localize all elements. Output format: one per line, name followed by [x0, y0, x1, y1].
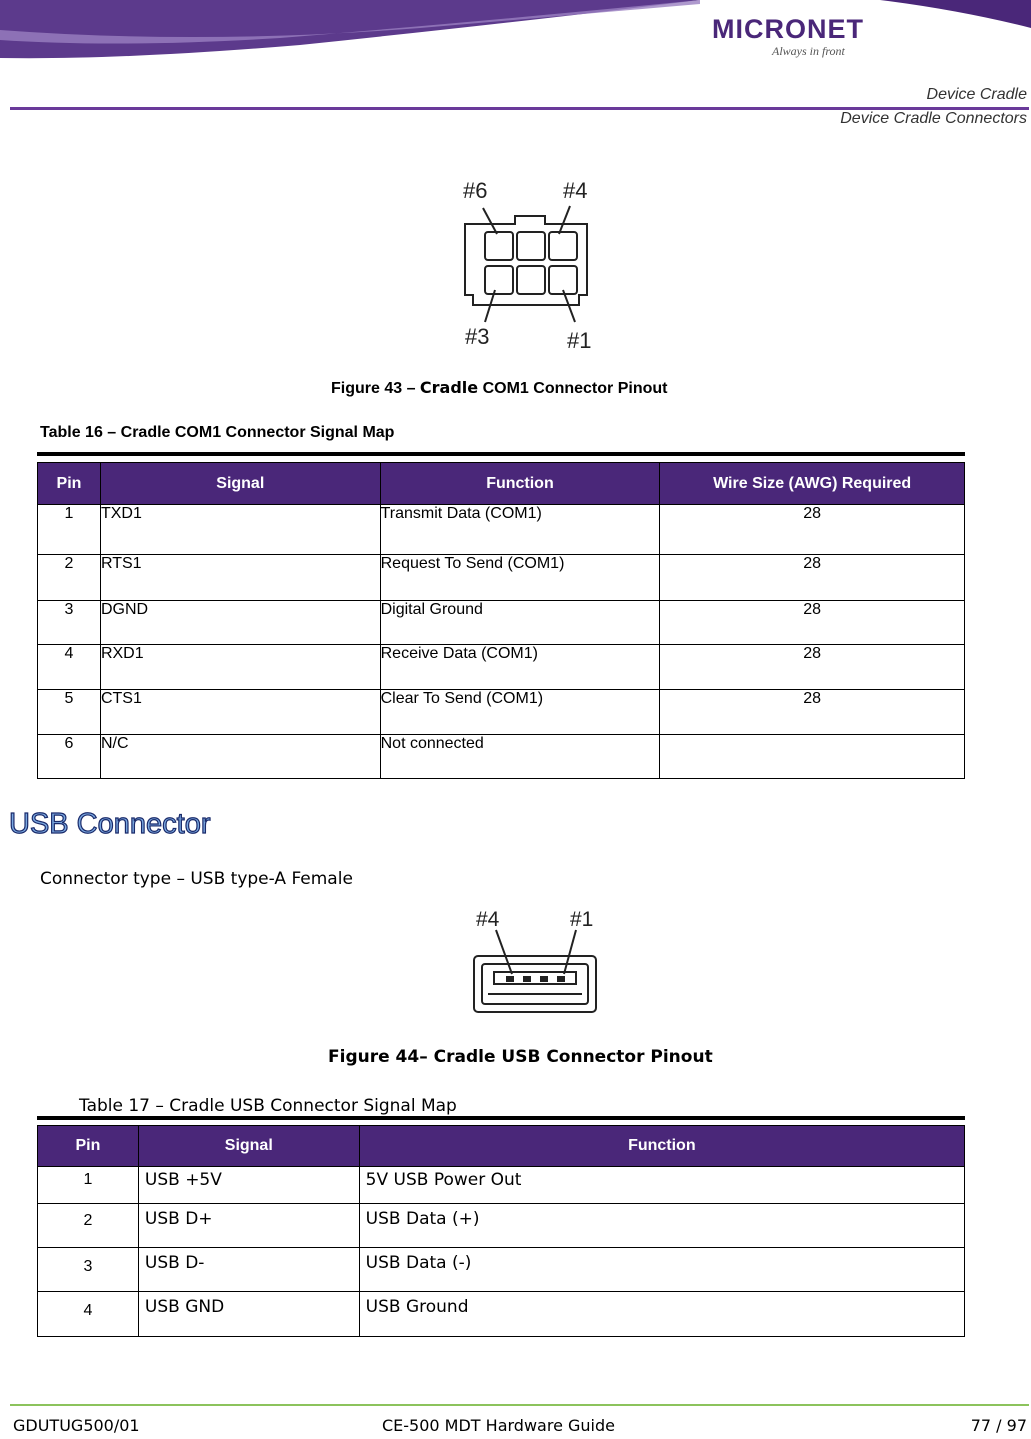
table-row: 5 CTS1 Clear To Send (COM1) 28	[38, 690, 965, 735]
pin-label: #4	[476, 908, 500, 931]
connector-type-text: Connector type – USB type-A Female	[40, 869, 353, 889]
usb-connector-heading: USB Connector	[9, 808, 211, 840]
table-row: 2 USB D+ USB Data (+)	[38, 1204, 965, 1248]
logo-text: MICRONET	[712, 14, 864, 44]
table-row: 3 DGND Digital Ground 28	[38, 601, 965, 645]
footer-page-number: 77 / 97	[970, 1416, 1027, 1435]
logo-tagline: Always in front	[772, 44, 845, 58]
usb-connector-diagram	[466, 904, 606, 1016]
col-header-pin: Pin	[38, 463, 101, 505]
table-17-title: Table 17 – Cradle USB Connector Signal Map	[79, 1096, 457, 1116]
table-16	[37, 462, 965, 779]
col-header-function: Function	[359, 1126, 964, 1167]
table-row: 3 USB D- USB Data (-)	[38, 1248, 965, 1292]
micronet-logo	[712, 14, 902, 64]
footer-doc-id: GDUTUG500/01	[13, 1416, 140, 1435]
table-16-title: Table 16 – Cradle COM1 Connector Signal Map	[40, 424, 395, 441]
col-header-wire-size: Wire Size (AWG) Required	[660, 463, 965, 505]
header-section: Device Cradle	[926, 86, 1027, 103]
pin-label: #6	[463, 178, 488, 203]
table-row: 4 RXD1 Receive Data (COM1) 28	[38, 645, 965, 690]
pin-label: #4	[563, 178, 588, 203]
table-header-row	[38, 1126, 965, 1167]
table-row: 2 RTS1 Request To Send (COM1) 28	[38, 555, 965, 601]
table-row: 6 N/C Not connected	[38, 735, 965, 779]
footer-doc-title: CE-500 MDT Hardware Guide	[382, 1416, 615, 1435]
caption-cradle: Cradle	[419, 378, 479, 397]
figure-43-caption: Figure 43 – Cradle COM1 Connector Pinout	[331, 378, 668, 397]
table-row: 4 USB GND USB Ground	[38, 1292, 965, 1337]
col-header-pin: Pin	[38, 1126, 139, 1167]
table-17-top-rule	[37, 1116, 965, 1120]
figure-44-caption: Figure 44– Cradle USB Connector Pinout	[328, 1047, 713, 1067]
pin-label: #3	[465, 324, 490, 349]
table-row: 1 TXD1 Transmit Data (COM1) 28	[38, 505, 965, 555]
header-subsection: Device Cradle Connectors	[840, 110, 1027, 127]
table-header-row	[38, 463, 965, 505]
col-header-signal: Signal	[100, 463, 380, 505]
pin-label: #1	[570, 908, 594, 931]
footer-divider	[10, 1404, 1029, 1406]
table-16-top-rule	[37, 452, 965, 456]
col-header-signal: Signal	[138, 1126, 359, 1167]
table-row: 1 USB +5V 5V USB Power Out	[38, 1167, 965, 1204]
pin-label: #1	[567, 328, 592, 352]
col-header-function: Function	[380, 463, 660, 505]
table-17	[37, 1125, 965, 1337]
com1-connector-diagram	[455, 172, 605, 352]
